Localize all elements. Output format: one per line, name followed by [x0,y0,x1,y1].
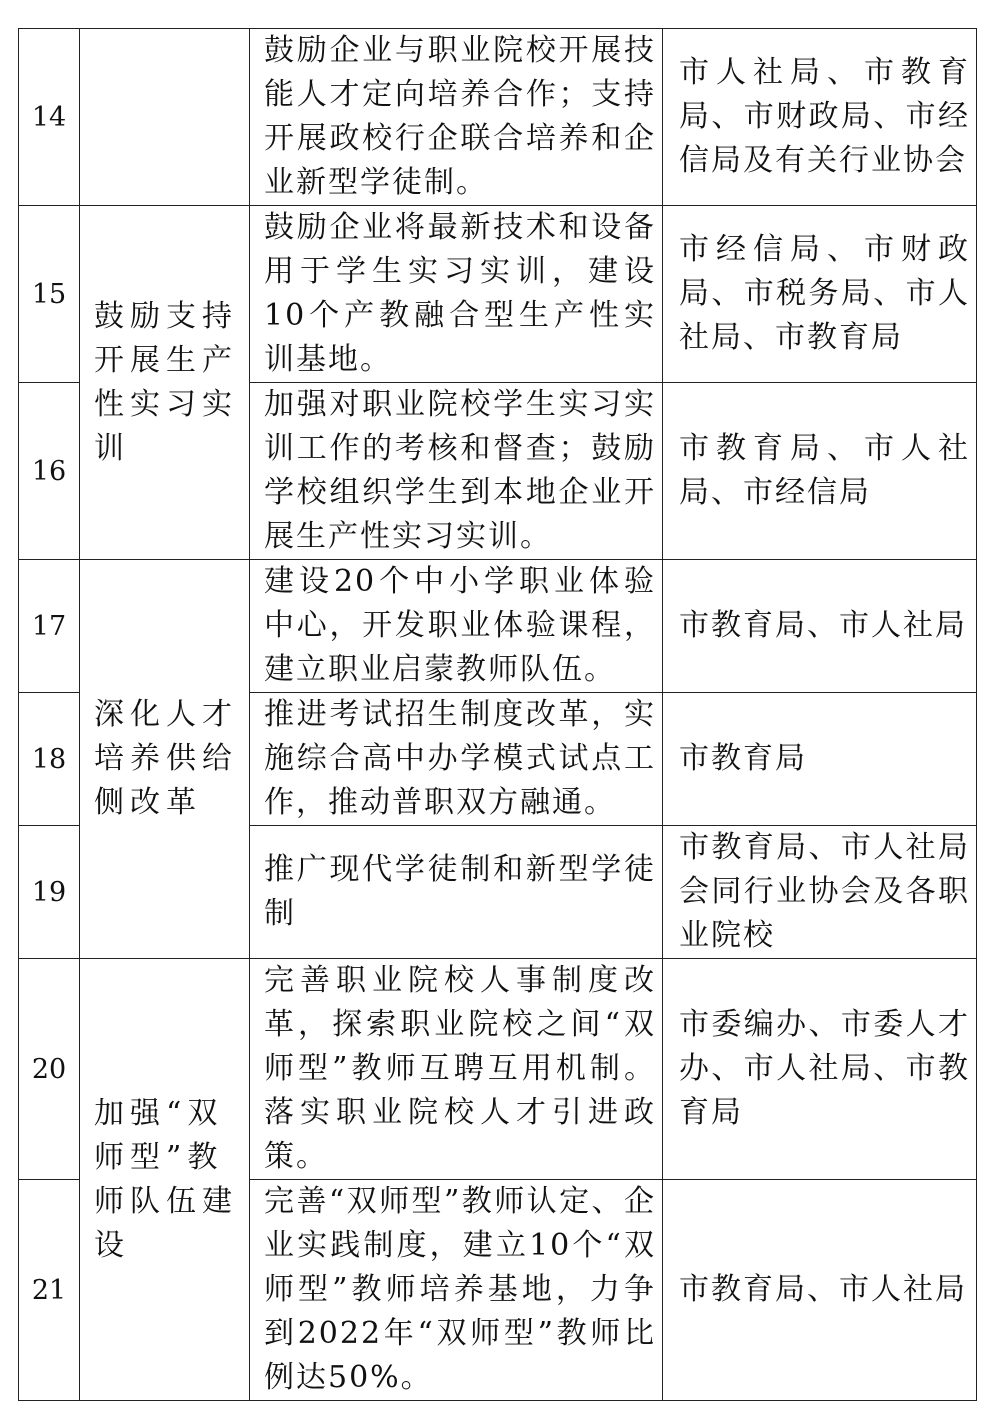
table-row [19,959,977,1180]
responsible-department: 市教育局、市人社局 [663,1180,977,1401]
row-number: 20 [19,959,80,1180]
category-cell-empty [80,29,250,206]
task-content: 加强对职业院校学生实习实训工作的考核和督查；鼓励学校组织学生到本地企业开展生产性实习实训。 [250,383,663,560]
task-content: 鼓励企业将最新技术和设备用于学生实习实训，建设10个产教融合型生产性实训基地。 [250,206,663,383]
table-row [19,560,977,693]
responsible-department: 市教育局、市人社局会同行业协会及各职业院校 [663,826,977,959]
responsible-department: 市人社局、市教育局、市财政局、市经信局及有关行业协会 [663,29,977,206]
task-content: 建设20个中小学职业体验中心，开发职业体验课程，建立职业启蒙教师队伍。 [250,560,663,693]
task-content: 推进考试招生制度改革，实施综合高中办学模式试点工作，推动普职双方融通。 [250,693,663,826]
document-page [18,28,976,1401]
task-content: 推广现代学徒制和新型学徒制 [250,826,663,959]
task-content: 完善“双师型”教师认定、企业实践制度，建立10个“双师型”教师培养基地，力争到2022年“双师型”教师比例达50%。 [250,1180,663,1401]
category-practice-training: 鼓励支持开展生产性实习实训 [80,206,250,560]
row-number: 17 [19,560,80,693]
row-number: 18 [19,693,80,826]
row-number: 15 [19,206,80,383]
responsible-department: 市委编办、市委人才办、市人社局、市教育局 [663,959,977,1180]
category-dual-teacher: 加强“双师型”教师队伍建设 [80,959,250,1401]
responsible-department: 市教育局、市人社局 [663,560,977,693]
task-table [18,28,977,1401]
row-number: 14 [19,29,80,206]
task-content: 完善职业院校人事制度改革，探索职业院校之间“双师型”教师互聘互用机制。落实职业院校人才引进政策。 [250,959,663,1180]
task-content: 鼓励企业与职业院校开展技能人才定向培养合作；支持开展政校行企联合培养和企业新型学徒制。 [250,29,663,206]
responsible-department: 市教育局、市人社局、市经信局 [663,383,977,560]
responsible-department: 市教育局 [663,693,977,826]
row-number: 16 [19,383,80,560]
responsible-department: 市经信局、市财政局、市税务局、市人社局、市教育局 [663,206,977,383]
row-number: 19 [19,826,80,959]
row-number: 21 [19,1180,80,1401]
category-supply-reform: 深化人才培养供给侧改革 [80,560,250,959]
table-row [19,206,977,383]
table-row [19,29,977,206]
